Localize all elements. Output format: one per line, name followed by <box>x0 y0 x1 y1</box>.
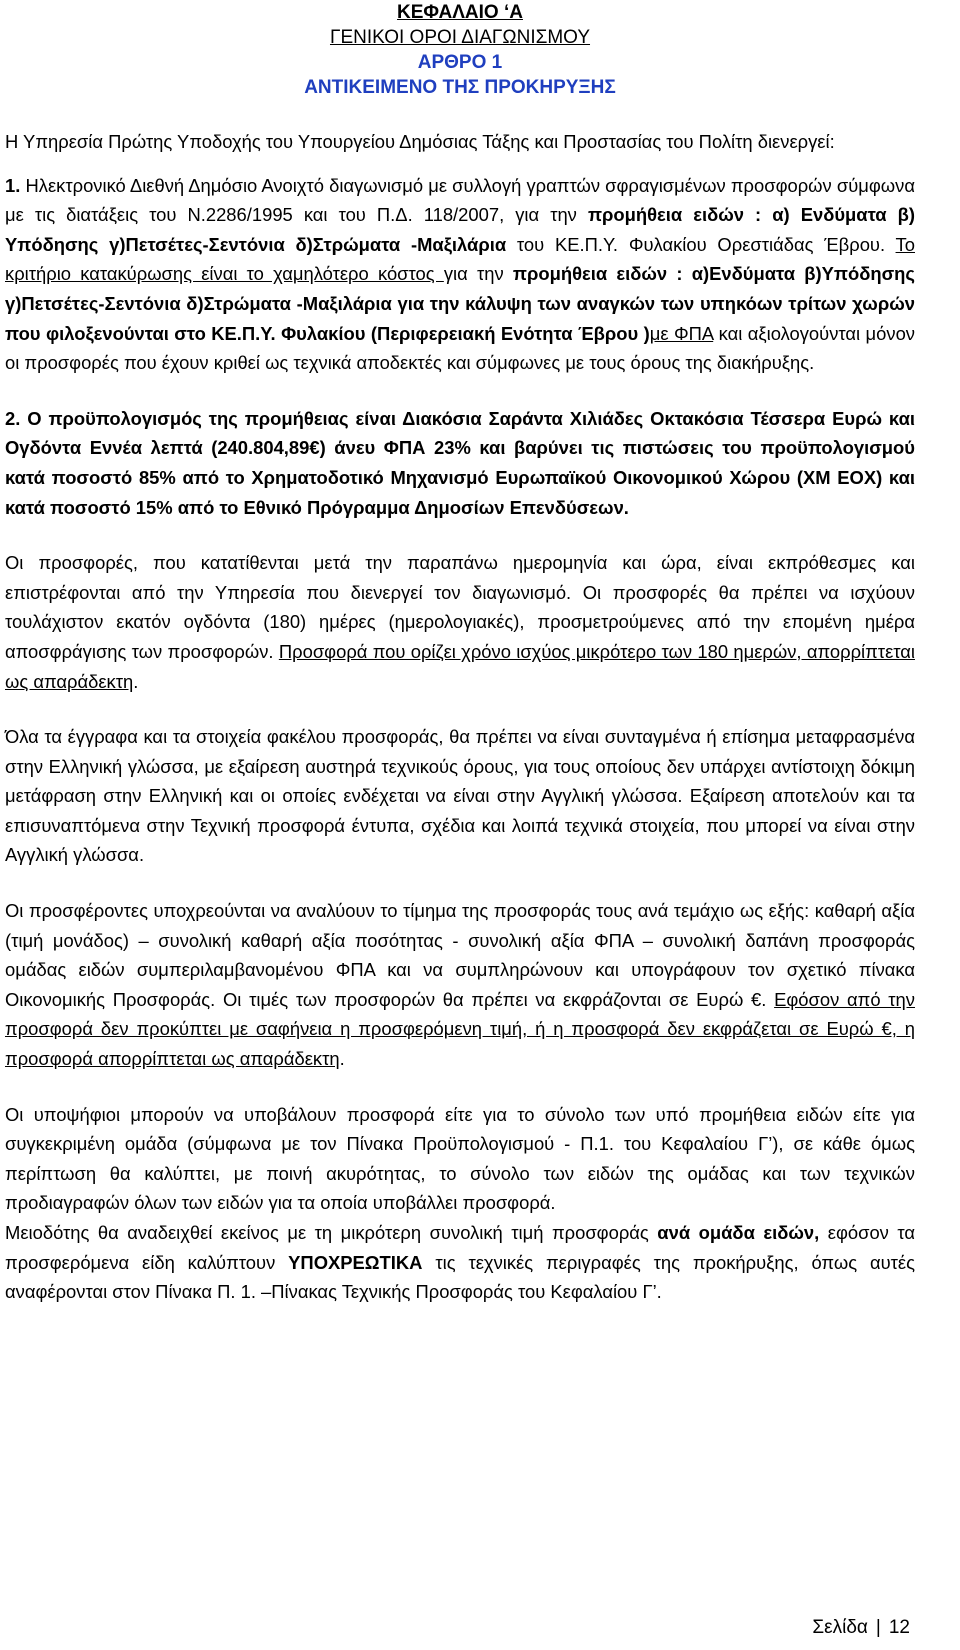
item-1-goods: προμήθεια ειδών : α) Ενδύματα β) Υπόδησης γ)Πετσέτες-Σεντόνια δ)Στρώματα -Μαξιλάρια <box>5 204 915 255</box>
pricing-paragraph <box>5 896 915 1074</box>
article-number: ΑΡΘΡΟ 1 <box>417 52 503 73</box>
item-1-vat: με ΦΠΑ <box>649 322 714 344</box>
documents-paragraph: Όλα τα έγγραφα και τα στοιχεία φακέλου προσφοράς, θα πρέπει να είναι συνταγμένα ή επίσημα μεταφρασμένα στην Ελληνική γλώσσα, με εξαίρεση αυστηρά τεχνικούς όρους, για τους οποίους δεν υπάρχει αντίστοιχη δόκιμη μετάφραση στην Ελληνική και οι οποίες ενδέχεται να είναι στην Αγγλική γλώσσα. Εξαίρεση αποτελούν και τα επισυναπτόμενα στην Τεχνική προσφορά έντυπα, σχέδια και λοιπά τεχνικά στοιχεία, που μπορεί να είναι στην Αγγλική γλώσσα. <box>5 726 915 866</box>
award-paragraph <box>5 1218 915 1307</box>
award-mandatory: ΥΠΟΧΡΕΩΤΙΚΑ <box>288 1251 423 1273</box>
page-separator: | <box>875 1617 881 1638</box>
item-1-number: 1. <box>5 174 26 196</box>
award-text-a: Μειοδότης θα αναδειχθεί εκείνος με τη μικρότερη συνολική τιμή προσφοράς <box>5 1222 658 1243</box>
item-1-text-b: για την <box>443 263 513 285</box>
intro-paragraph: Η Υπηρεσία Πρώτης Υποδοχής του Υπουργείου Δημόσιας Τάξης και Προστασίας του Πολίτη διενεργεί: <box>5 131 835 152</box>
item-1-criterion: Το κριτήριο κατακύρωσης είναι το χαμηλότερο κόστος <box>5 233 915 285</box>
chapter-subtitle: ΓΕΝΙΚΟΙ ΟΡΟΙ ΔΙΑΓΩΝΙΣΜΟΥ <box>329 27 591 48</box>
article-title: ΑΝΤΙΚΕΙΜΕΝΟ ΤΗΣ ΠΡΟΚΗΡΥΞΗΣ <box>304 77 616 98</box>
item-1-paragraph <box>5 171 915 378</box>
award-text-c: τις τεχνικές περιγραφές της προκήρυξης, όπως αυτές αναφέρονται στον Πίνακα Π. 1. –Πίνακας Τεχνικής Προσφοράς του Κεφαλαίου Γ’. <box>5 1251 915 1303</box>
award-per-group: ανά ομάδα ειδών, <box>657 1222 820 1243</box>
candidates-paragraph: Οι υποψήφιοι μπορούν να υποβάλουν προσφορά είτε για το σύνολο των υπό προμήθεια ειδών είτε για συγκεκριμένη ομάδα (σύμφωνα με τον Πίνακα Προϋπολογισμού - Π.1. του Κεφαλαίου Γ’), σε κάθε όμως περίπτωση θα καλύπτει, με ποινή ακυρότητας, το σύνολο των ειδών της ομάδας και των τεχνικών προδιαγραφών όλων των ειδών για τα οποία υποβάλλει προσφορά. <box>5 1103 915 1214</box>
late-offers-text: Οι προσφορές, που κατατίθενται μετά την παραπάνω ημερομηνία και ώρα, είναι εκπρόθεσμες και επιστρέφονται από την Υπηρεσία που διενεργεί τον διαγωνισμό. Οι προσφορές θα πρέπει να ισχύουν τουλάχιστον εκατόν ογδόντα (180) ημέρες (ημερολογιακές), προσμετρούμενες από την επομένη ημέρα αποσφράγισης των προσφορών. <box>5 552 915 662</box>
chapter-heading: ΚΕΦΑΛΑΙΟ ‘Α <box>397 2 523 23</box>
late-offers-end: . <box>133 670 139 692</box>
item-1-text-a: Ηλεκτρονικό Διεθνή Δημόσιο Ανοιχτό διαγωνισμό με συλλογή γραπτών σφραγισμένων προσφορών σύμφωνα με τις διατάξεις του Ν.2286/1995 και του Π.Δ. 118/2007, για την <box>5 174 915 226</box>
page-number: 12 <box>888 1617 910 1638</box>
late-offers-rule: Προσφορά που ορίζει χρόνο ισχύος μικρότερο των 180 ημερών, απορρίπτεται ως απαράδεκτη <box>5 640 915 692</box>
item-1-location: του ΚΕ.Π.Υ. Φυλακίου Ορεστιάδας Έβρου. <box>506 233 896 255</box>
page-label: Σελίδα <box>812 1617 868 1638</box>
document-header <box>5 0 915 100</box>
late-offers-paragraph <box>5 548 915 696</box>
item-1-goods-2: προμήθεια ειδών : α)Ενδύματα β)Υπόδησης γ)Πετσέτες-Σεντόνια δ)Στρώματα -Μαξιλάρια για την κάλυψη των αναγκών των υπηκόων τρίτων χωρών που φιλοξενούνται στο ΚΕ.Π.Υ. Φυλακίου (Περιφερειακή Ενότητα Έβρου ) <box>5 263 915 344</box>
award-text-b: εφόσον τα προσφερόμενα είδη καλύπτουν <box>5 1222 916 1273</box>
pricing-end: . <box>339 1048 345 1070</box>
pricing-rule: Εφόσον από την προσφορά δεν προκύπτει με σαφήνεια η προσφερόμενη τιμή, ή η προσφορά δεν εκφράζεται σε Ευρώ €, η προσφορά απορρίπτεται ως απαράδεκτη <box>5 988 915 1070</box>
document-page <box>5 0 915 1307</box>
item-1-text-c: και αξιολογούνται μόνον οι προσφορές που έχουν κριθεί ως τεχνικά αποδεκτές και σύμφωνες με τους όρους της διακήρυξης. <box>5 322 915 374</box>
page-footer <box>812 1617 910 1639</box>
pricing-text: Οι προσφέροντες υποχρεούνται να αναλύουν το τίμημα της προσφοράς τους ανά τεμάχιο ως εξής: καθαρή αξία (τιμή μονάδος) – συνολική καθαρή αξία ποσότητας - συνολική αξία ΦΠΑ – συνολική δαπάνη προσφοράς ομάδας ειδών συμπεριλαμβανομένου ΦΠΑ και να συμπληρώνουν και υπογράφουν τον σχετικό πίνακα Οικονομικής Προσφοράς. Οι τιμές των προσφορών θα πρέπει να εκφράζονται σε Ευρώ €. <box>5 900 915 1010</box>
item-2-paragraph: 2. Ο προϋπολογισμός της προμήθειας είναι Διακόσια Σαράντα Χιλιάδες Οκτακόσια Τέσσερα Ευρώ και Ογδόντα Εννέα λεπτά (240.804,89€) άνευ ΦΠΑ 23% και βαρύνει τις πιστώσεις του προϋπολογισμού κατά ποσοστό 85% από το Χρηματοδοτικό Μηχανισμό Ευρωπαϊκού Οικονομικού Χώρου (ΧΜ ΕΟΧ) και κατά ποσοστό 15% από το Εθνικό Πρόγραμμα Δημοσίων Επενδύσεων. <box>5 407 915 518</box>
